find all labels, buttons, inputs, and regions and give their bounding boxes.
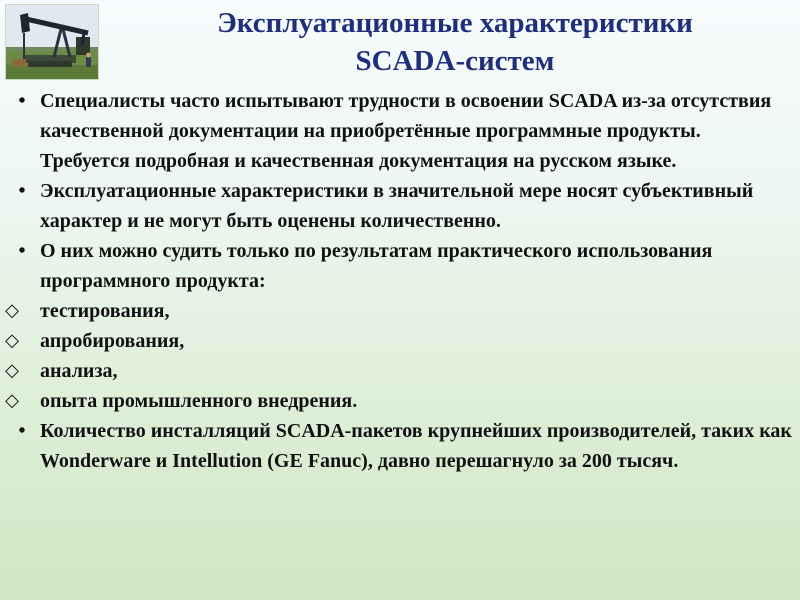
sub-list-item-text: опыта промышленного внедрения. [40,390,358,412]
oil-pump-photo [5,4,99,80]
list-item [0,86,800,176]
list-item-text: О них можно судить только по результатам практического использования программного продукта: [40,240,713,292]
bullet-list [0,86,800,476]
list-item [0,236,800,296]
diamond-bullet-icon: ◇ [5,300,19,321]
list-item-text: Специалисты часто испытывают трудности в освоении SCADA из-за отсутствия качественной документации на приобретённые программные продукты. Требуется подробная и качественная документация на русском языке. [40,90,772,172]
sub-list-item-text: тестирования, [40,300,170,322]
sub-list-item-text: апробирования, [40,330,185,352]
diamond-bullet-icon: ◇ [5,360,19,381]
title-line-2: SCADA-систем [355,45,555,77]
page-title [110,4,800,80]
bullet-icon: • [18,90,26,112]
diamond-bullet-icon: ◇ [5,330,19,351]
diamond-bullet-icon: ◇ [5,390,19,411]
list-item [0,176,800,236]
bullet-icon: • [18,180,26,202]
oil-pump-icon [6,5,99,80]
list-item-text: Количество инсталляций SCADA-пакетов крупнейших производителей, таких как Wonderware и Intellution (GE Fanuc), давно перешагнуло за 200 тысяч. [40,420,792,472]
bullet-icon: • [18,240,26,262]
title-line-1: Эксплуатационные характеристики [217,7,693,39]
list-item [0,416,800,476]
sub-list-item [0,356,800,386]
sub-list-item [0,296,800,326]
bullet-icon: • [18,420,26,442]
sub-list-item [0,386,800,416]
list-item-text: Эксплуатационные характеристики в значительной мере носят субъективный характер и не могут быть оценены количественно. [40,180,754,232]
sub-list-item-text: анализа, [40,360,118,382]
sub-list-item [0,326,800,356]
